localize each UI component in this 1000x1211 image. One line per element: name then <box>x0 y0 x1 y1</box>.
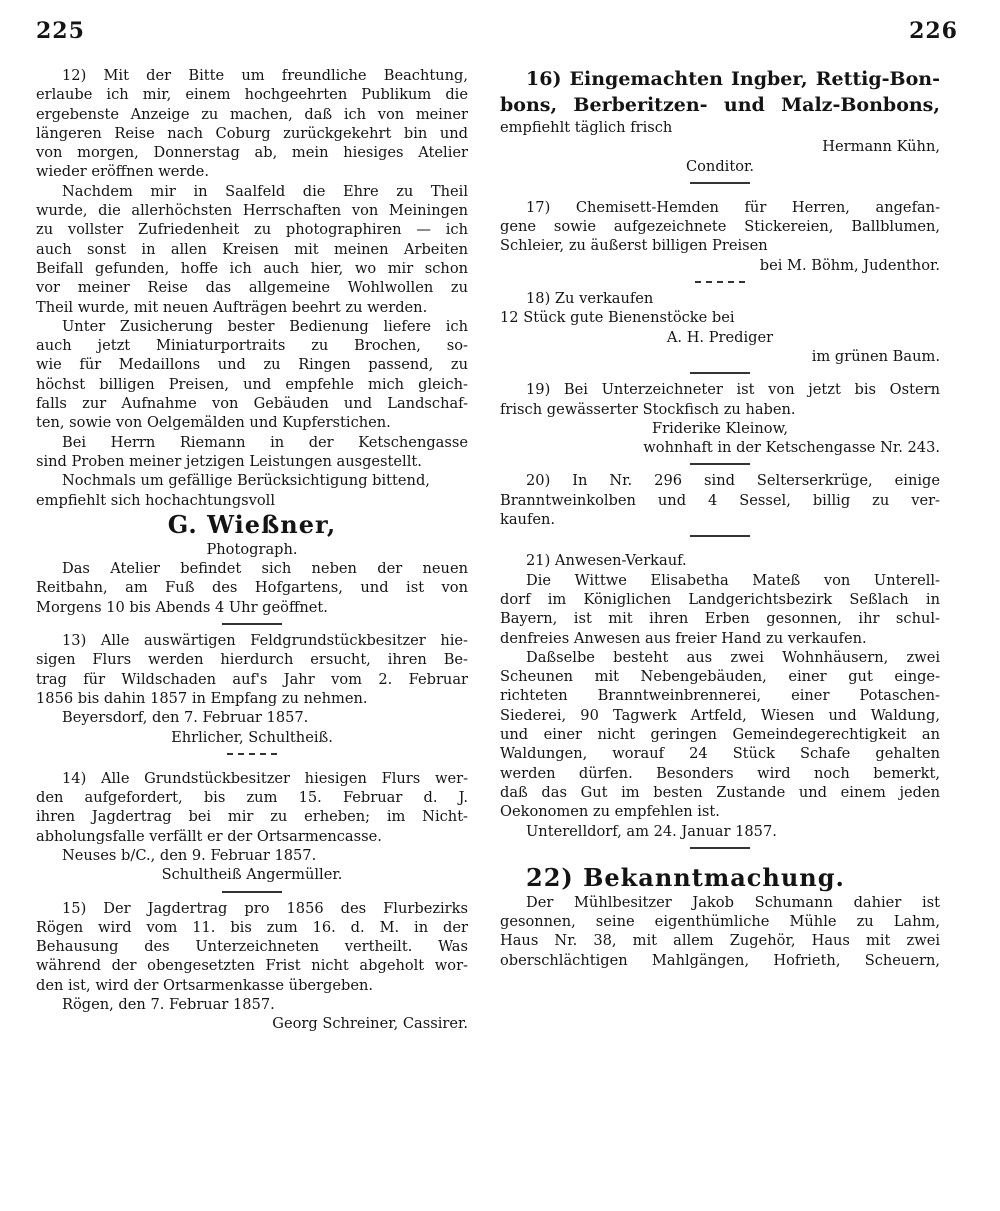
text-line: wie für Medaillons und zu Ringen passend, zu <box>36 356 468 374</box>
text-line: ihren Jagdertrag bei mir zu erheben; im Nicht- <box>36 808 468 826</box>
text-line: 13) Alle auswärtigen Feldgrundstückbesitzer hie- <box>62 632 468 650</box>
text-line: erlaube ich mir, einem hochgeehrten Publikum die <box>36 86 468 104</box>
text-line: Morgens 10 bis Abends 4 Uhr geöffnet. <box>36 598 328 616</box>
text-line: 15) Der Jagdertrag pro 1856 des Flurbezirks <box>62 899 468 917</box>
text-line: den ist, wird der Ortsarmenkasse übergeben. <box>36 976 374 994</box>
text-line: auch sonst in allen Kreisen mit meinen Arbeiten <box>36 240 468 258</box>
text-line: Haus Nr. 38, mit allem Zugehör, Haus mit zwei <box>500 932 940 950</box>
text-line: Schleier, zu äußerst billigen Preisen <box>500 237 768 255</box>
text-line: den aufgefordert, bis zum 15. Februar d. J. <box>36 789 468 807</box>
text-line: Photograph. <box>206 540 298 558</box>
separator-rule <box>500 366 940 380</box>
text-line: Siederei, 90 Tagwerk Artfeld, Wiesen und Waldung, <box>500 706 940 724</box>
text-line: bei M. Böhm, Judenthor. <box>759 256 940 274</box>
text-line: gesonnen, seine eigenthümliche Mühle zu Lahm, <box>500 913 940 931</box>
spacer <box>500 855 940 863</box>
text-line: Beifall gefunden, hoffe ich auch hier, wo mir schon <box>36 259 468 277</box>
text-line: und einer nicht geringen Gemeindegerechtigkeit an <box>500 726 940 744</box>
text-line: werden dürfen. Besonders wird noch bemerkt, <box>500 764 940 782</box>
text-line: Hermann Kühn, <box>822 138 940 156</box>
text-line: Das Atelier befindet sich neben der neuen <box>62 560 468 578</box>
text-line: sind Proben meiner jetzigen Leistungen ausgestellt. <box>36 452 422 470</box>
text-line: 22) Bekanntmachung. <box>526 862 845 892</box>
text-line: Ehrlicher, Schultheiß. <box>171 728 333 746</box>
spacer <box>500 543 940 551</box>
left-column <box>36 66 468 1034</box>
separator-rule <box>500 457 940 471</box>
text-line: Branntweinkolben und 4 Sessel, billig zu ver- <box>500 491 940 509</box>
text-line: Theil wurde, mit neuen Aufträgen beehrt zu werden. <box>36 298 428 316</box>
text-line: empfiehlt sich hochachtungsvoll <box>36 491 276 509</box>
text-line: ergebenste Anzeige zu machen, daß ich von meiner <box>36 105 468 123</box>
text-line: Behausung des Unterzeichneten vertheilt. Was <box>36 938 468 956</box>
text-line: gene sowie aufgezeichnete Stickereien, Ballblumen, <box>500 218 940 236</box>
text-line: Unter Zusicherung bester Bedienung liefere ich <box>62 317 468 335</box>
text-line: Rögen, den 7. Februar 1857. <box>62 996 275 1014</box>
text-line: Bayern, ist mit ihren Erben gesonnen, ihr schul- <box>500 610 940 628</box>
separator-rule <box>36 617 468 631</box>
text-line: G. Wießner, <box>167 509 337 539</box>
text-line: A. H. Prediger <box>666 328 774 346</box>
text-line: empfiehlt täglich frisch <box>500 119 673 136</box>
text-line: sigen Flurs werden hierdurch ersucht, ihren Be- <box>36 651 468 669</box>
page-number-right: 226 <box>909 18 958 44</box>
text-line: Rögen wird vom 11. bis zum 16. d. M. in der <box>36 918 468 936</box>
text-line: daß das Gut im besten Zustande und einem jeden <box>500 783 940 801</box>
right-column <box>500 66 940 970</box>
text-line: Daßselbe besteht aus zwei Wohnhäusern, zwei <box>526 648 940 666</box>
separator-rule <box>36 885 468 899</box>
text-line: 1856 bis dahin 1857 in Empfang zu nehmen. <box>36 689 368 707</box>
text-line: oberschlächtigen Mahlgängen, Hofrieth, Scheuern, <box>500 951 940 969</box>
text-line: Reitbahn, am Fuß des Hofgartens, und ist von <box>36 579 468 597</box>
text-line: Scheunen mit Nebengebäuden, einer gut einge- <box>500 668 940 686</box>
text-line: Waldungen, worauf 24 Stück Schafe gehalten <box>500 745 940 763</box>
separator-rule <box>36 747 468 761</box>
separator-rule <box>500 275 940 289</box>
text-line: 21) Anwesen-Verkauf. <box>526 552 687 570</box>
text-line: während der obengesetzten Frist nicht abgeholt wor- <box>36 957 468 975</box>
text-line: Nochmals um gefällige Berücksichtigung bittend, <box>62 472 430 490</box>
text-line: 19) Bei Unterzeichneter ist von jetzt bis Ostern <box>526 381 940 399</box>
text-line: 20) In Nr. 296 sind Selterserkrüge, einige <box>526 472 940 490</box>
text-line: auch jetzt Miniaturportraits zu Brochen, so- <box>36 337 468 355</box>
text-line: vor meiner Reise das allgemeine Wohlwollen zu <box>36 279 468 297</box>
text-line: 17) Chemisett-Hemden für Herren, angefan- <box>526 198 940 216</box>
text-line: 16) Eingemachten Ingber, Rettig-Bon- <box>526 68 940 90</box>
text-line: Neuses b/C., den 9. Februar 1857. <box>62 846 317 864</box>
text-line: Bei Herrn Riemann in der Ketschengasse <box>62 433 468 451</box>
text-line: Oekonomen zu empfehlen ist. <box>500 803 720 821</box>
text-line: ten, sowie von Oelgemälden und Kupferstichen. <box>36 414 391 432</box>
spacer <box>36 761 468 769</box>
page-number-left: 225 <box>36 18 85 44</box>
text-line: Beyersdorf, den 7. Februar 1857. <box>62 709 309 727</box>
text-line: höchst billigen Preisen, und empfehle mich gleich- <box>36 375 468 393</box>
separator-rule <box>500 841 940 855</box>
text-line: Der Mühlbesitzer Jakob Schumann dahier ist <box>526 893 940 911</box>
text-line: 18) Zu verkaufen <box>526 290 654 308</box>
text-line: Die Wittwe Elisabetha Mateß von Unterell- <box>526 571 940 589</box>
text-line: Conditor. <box>685 157 755 175</box>
text-line: falls zur Aufnahme von Gebäuden und Landschaf- <box>36 395 468 413</box>
text-line: 12) Mit der Bitte um freundliche Beachtung, <box>62 67 468 84</box>
text-line: Unterelldorf, am 24. Januar 1857. <box>526 822 777 840</box>
text-line: im grünen Baum. <box>811 347 940 365</box>
separator-rule <box>500 176 940 190</box>
text-line: längeren Reise nach Coburg zurückgekehrt bin und <box>36 124 468 142</box>
text-line: wieder eröffnen werde. <box>36 163 209 181</box>
text-line: wurde, die allerhöchsten Herrschaften von Meiningen <box>36 202 468 220</box>
text-line: 14) Alle Grundstückbesitzer hiesigen Flurs wer- <box>62 769 468 787</box>
text-line: zu vollster Zufriedenheit zu photographiren — ich <box>36 221 468 239</box>
text-line: abholungsfalle verfällt er der Ortsarmencasse. <box>36 827 382 845</box>
text-line: Friderike Kleinow, <box>652 419 788 437</box>
text-line: wohnhaft in der Ketschengasse Nr. 243. <box>643 439 940 457</box>
text-line: denfreies Anwesen aus freier Hand zu verkaufen. <box>500 629 867 647</box>
spacer <box>500 190 940 198</box>
text-line: Georg Schreiner, Cassirer. <box>272 1015 468 1033</box>
text-line: richteten Branntweinbrennerei, einer Potaschen- <box>500 687 940 705</box>
text-line: bons, Berberitzen- und Malz-Bonbons, <box>500 94 940 116</box>
text-line: Schultheiß Angermüller. <box>161 866 343 884</box>
text-line: von morgen, Donnerstag ab, mein hiesiges Atelier <box>36 144 468 162</box>
separator-rule <box>500 529 940 543</box>
text-line: trag für Wildschaden auf's Jahr vom 2. Februar <box>36 670 468 688</box>
text-line: frisch gewässerter Stockfisch zu haben. <box>500 400 796 418</box>
text-line: kaufen. <box>500 511 556 529</box>
text-line: Nachdem mir in Saalfeld die Ehre zu Theil <box>62 182 468 200</box>
text-line: 12 Stück gute Bienenstöcke bei <box>500 309 735 327</box>
text-line: dorf im Königlichen Landgerichtsbezirk Seßlach in <box>500 590 940 608</box>
